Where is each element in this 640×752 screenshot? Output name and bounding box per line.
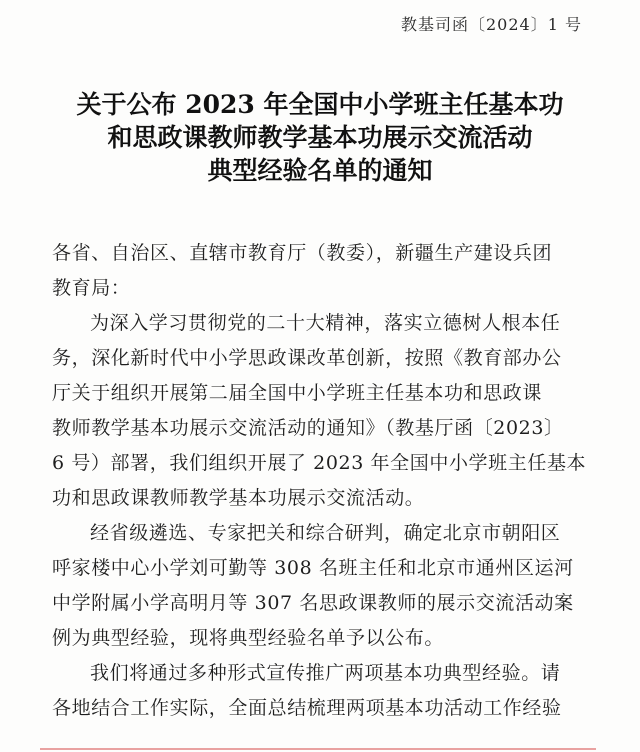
document-number: 教基司函〔2024〕1 号 <box>401 15 582 34</box>
body-line: 6 号）部署，我们组织开展了 2023 年全国中小学班主任基本 <box>52 452 587 474</box>
body-line: 为深入学习贯彻党的二十大精神，落实立德树人根本任 <box>90 312 561 334</box>
document-title <box>0 88 640 187</box>
body-line: 功和思政课教师教学基本功展示交流活动。 <box>52 487 425 509</box>
document-body <box>52 236 588 726</box>
body-line: 呼家楼中心小学刘可勤等 308 名班主任和北京市通州区运河 <box>52 557 574 579</box>
title-line-2: 和思政课教师教学基本功展示交流活动 <box>107 123 533 152</box>
body-line: 教师教学基本功展示交流活动的通知》（教基厅函〔2023〕 <box>52 417 564 439</box>
body-line: 例为典型经验，现将典型经验名单予以公布。 <box>52 627 445 649</box>
body-line: 中学附属小学高明月等 307 名思政课教师的展示交流活动案 <box>52 592 574 614</box>
title-line-1: 关于公布 2023 年全国中小学班主任基本功 <box>76 90 564 119</box>
page-edge-line <box>40 748 596 750</box>
body-line: 厅关于组织开展第二届全国中小学班主任基本功和思政课 <box>52 382 543 404</box>
body-line: 经省级遴选、专家把关和综合研判，确定北京市朝阳区 <box>90 522 561 544</box>
title-line-3: 典型经验名单的通知 <box>207 156 433 185</box>
body-line: 我们将通过多种形式宣传推广两项基本功典型经验。请 <box>90 662 561 684</box>
body-line: 教育局： <box>52 277 131 299</box>
body-line: 各省、自治区、直辖市教育厅（教委），新疆生产建设兵团 <box>52 242 553 264</box>
body-line: 各地结合工作实际，全面总结梳理两项基本功活动工作经验 <box>52 697 562 719</box>
body-line: 务，深化新时代中小学思政课改革创新，按照《教育部办公 <box>52 347 562 369</box>
